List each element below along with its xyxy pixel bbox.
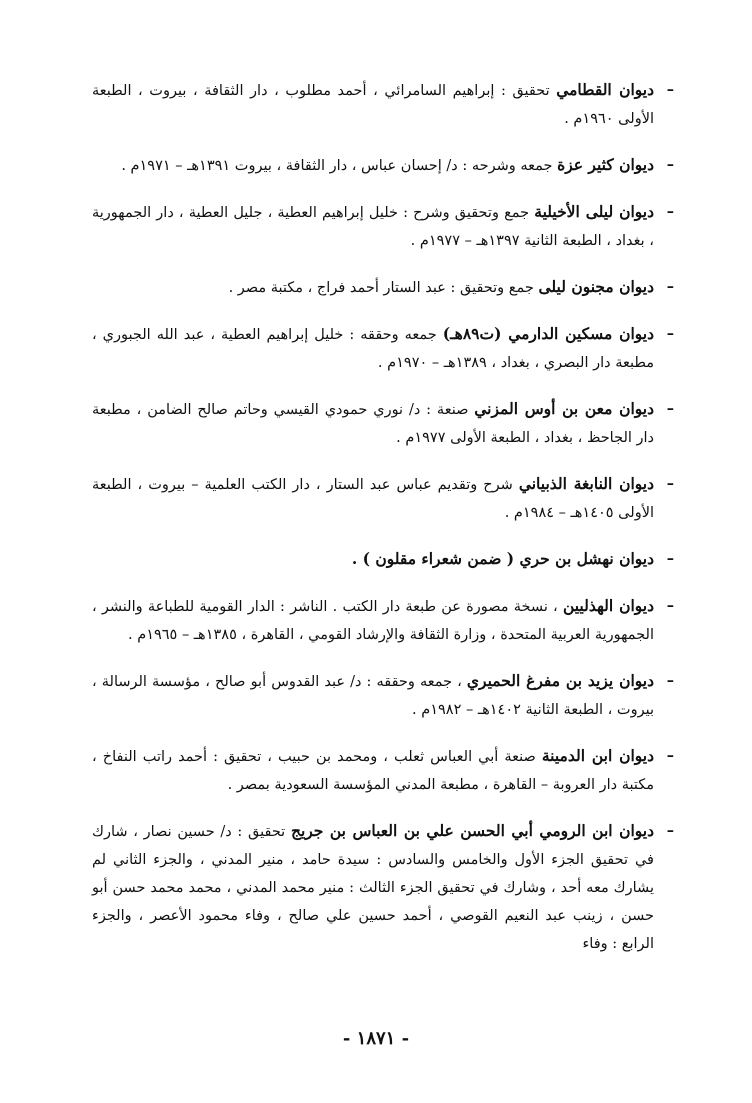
entry-details: جمع وتحقيق وشرح : خليل إبراهيم العطية ، جليل العطية ، دار الجمهورية ، بغداد ، الطبعة الثانية ١٣٩٧هـ – ١٩٧٧م . bbox=[92, 205, 654, 249]
entry-details: تحقيق : إبراهيم السامرائي ، أحمد مطلوب ، دار الثقافة ، بيروت ، الطبعة الأولى ١٩٦٠م . bbox=[92, 83, 654, 127]
entry-bullet: – bbox=[666, 325, 674, 342]
entry-title: ديوان كثير عزة bbox=[557, 155, 654, 174]
entry-details: صنعة أبي العباس ثعلب ، ومحمد بن حبيب ، تحقيق : أحمد راتب النفاخ ، مكتبة دار العروبة – القاهرة ، مطبعة المدني المؤسسة السعودية بمصر . bbox=[92, 749, 654, 793]
entry-bullet: – bbox=[666, 203, 674, 220]
entry-title: ديوان الهذليين bbox=[562, 596, 655, 615]
bibliography-entry bbox=[92, 592, 674, 649]
bibliography-entry bbox=[92, 151, 674, 180]
entry-bullet: – bbox=[666, 747, 674, 764]
entry-details: صنعة : د/ نوري حمودي القيسي وحاتم صالح الضامن ، مطبعة دار الجاحظ ، بغداد ، الطبعة الأولى ١٩٧٧م . bbox=[92, 402, 654, 446]
bibliography-entry bbox=[92, 76, 674, 133]
entry-title: ديوان ليلى الأخيلية bbox=[534, 202, 654, 221]
entry-bullet: – bbox=[666, 278, 674, 295]
bibliography-entry bbox=[92, 470, 674, 527]
entry-details: تحقيق : د/ حسين نصار ، شارك في تحقيق الجزء الأول والخامس والسادس : سيدة حامد ، منير المدني ، والجزء الثاني لم يشارك معه أحد ، وشارك في تحقيق الجزء الثالث : منير محمد المدني ، محمد محمد حسن أبو حسن ، زينب عبد النعيم القوصي ، أحمد حسين علي صالح ، وفاء محمود الأعصر ، والجزء الرابع : وفاء bbox=[92, 824, 654, 952]
entry-bullet: – bbox=[666, 822, 674, 839]
entry-bullet: – bbox=[666, 400, 674, 417]
entry-title: ديوان النابغة الذبياني bbox=[518, 474, 654, 493]
entry-title: ديوان مجنون ليلى bbox=[538, 277, 654, 296]
entry-bullet: – bbox=[666, 156, 674, 173]
bibliography-entry bbox=[92, 667, 674, 724]
entry-title: ديوان ابن الدمينة bbox=[541, 746, 655, 765]
bibliography-entry bbox=[92, 198, 674, 255]
entry-title: ديوان معن بن أوس المزني bbox=[474, 399, 654, 418]
entry-title: ديوان ابن الرومي أبي الحسن علي بن العباس بن جريج bbox=[290, 821, 655, 840]
page-number: - ١٨٧١ - bbox=[342, 1028, 410, 1049]
entry-title: ديوان نهشل بن حري ( ضمن شعراء مقلون ) . bbox=[351, 549, 654, 568]
entry-title: ديوان القطامي bbox=[556, 80, 655, 99]
bibliography-entry bbox=[92, 320, 674, 377]
entry-title: ديوان مسكين الدارمي (ت٨٩هـ) bbox=[442, 324, 655, 343]
entry-bullet: – bbox=[666, 672, 674, 689]
bibliography-entry bbox=[92, 742, 674, 799]
entry-title: ديوان يزيد بن مفرغ الحميري bbox=[466, 671, 654, 690]
entry-bullet: – bbox=[666, 475, 674, 492]
entry-details: جمع وتحقيق : عبد الستار أحمد فراج ، مكتبة مصر . bbox=[228, 280, 534, 296]
bibliography-entry bbox=[92, 273, 674, 302]
bibliography-list bbox=[92, 76, 674, 976]
entry-details: جمعه وحققه : خليل إبراهيم العطية ، عبد الله الجبوري ، مطبعة دار البصري ، بغداد ، ١٣٨٩هـ – ١٩٧٠م . bbox=[92, 327, 654, 371]
bibliography-entry bbox=[92, 395, 674, 452]
entry-details: شرح وتقديم عباس عبد الستار ، دار الكتب العلمية – بيروت ، الطبعة الأولى ١٤٠٥هـ – ١٩٨٤م . bbox=[92, 477, 654, 521]
entry-details: ، جمعه وحققه : د/ عبد القدوس أبو صالح ، مؤسسة الرسالة ، بيروت ، الطبعة الثانية ١٤٠٢هـ – ١٩٨٢م . bbox=[92, 674, 654, 718]
entry-bullet: – bbox=[666, 597, 674, 614]
entry-details: ، نسخة مصورة عن طبعة دار الكتب . الناشر : الدار القومية للطباعة والنشر ، الجمهورية العربية المتحدة ، وزارة الثقافة والإرشاد القومي ، القاهرة ، ١٣٨٥هـ – ١٩٦٥م . bbox=[92, 599, 654, 643]
entry-bullet: – bbox=[666, 81, 674, 98]
entry-details: جمعه وشرحه : د/ إحسان عباس ، دار الثقافة ، بيروت ١٣٩١هـ – ١٩٧١م . bbox=[121, 158, 553, 174]
bibliography-entry bbox=[92, 817, 674, 958]
bibliography-entry bbox=[92, 545, 674, 574]
entry-bullet: – bbox=[666, 550, 674, 567]
